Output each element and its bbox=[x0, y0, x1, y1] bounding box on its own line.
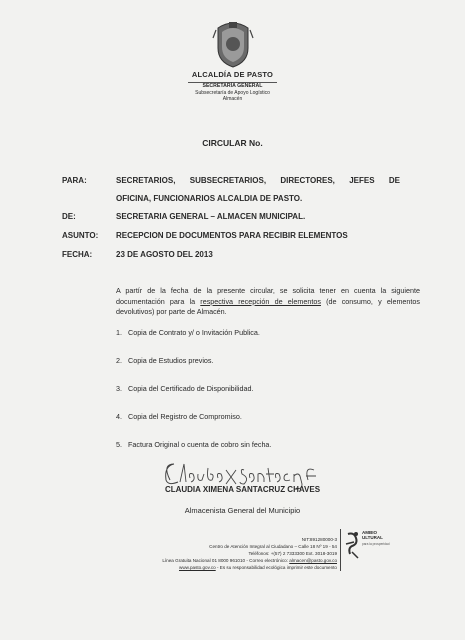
list-item-text: Copia de Estudios previos. bbox=[128, 356, 214, 365]
list-item-text: Copia del Registro de Compromiso. bbox=[128, 412, 242, 421]
field-label-fecha: FECHA: bbox=[62, 250, 93, 259]
field-value-fecha: 23 DE AGOSTO DEL 2013 bbox=[116, 250, 213, 259]
list-item-number: 4. bbox=[116, 412, 122, 421]
footer-address: Centro de Atención Integral al Ciudadano – Calle 18 Nº 19 - 54 bbox=[209, 544, 337, 549]
dependencia-name: Almacén bbox=[222, 96, 243, 102]
subsecretaria-name: Subsecretaría de Apoyo Logístico bbox=[195, 90, 270, 96]
field-label-de: DE: bbox=[62, 212, 76, 221]
list-item-number: 2. bbox=[116, 356, 122, 365]
list-item-text: Factura Original o cuenta de cobro sin fecha. bbox=[128, 440, 272, 449]
list-item bbox=[116, 412, 242, 421]
footer-web-line bbox=[179, 565, 337, 571]
intro-text-2: (de consumo, y elementos devolutivos) por parte de Almacén. bbox=[116, 296, 421, 316]
list-item-text: Copia del Certificado de Disponibilidad. bbox=[128, 384, 254, 393]
circular-title: CIRCULAR No. bbox=[202, 138, 263, 148]
list-item-number: 1. bbox=[116, 328, 122, 337]
list-item bbox=[116, 384, 253, 393]
cambio-cultural-logo-icon bbox=[344, 530, 362, 560]
signer-role: Almacenista General del Municipio bbox=[184, 506, 301, 515]
org-name: ALCALDÍA DE PASTO bbox=[191, 70, 274, 79]
field-value-para-line1: SECRETARIOS, SUBSECRETARIOS, DIRECTORES, JEFES DE bbox=[116, 176, 400, 185]
footer-hotline: Línea Gratuita Nacional 01 8000 961010 - Correo electrónico: bbox=[162, 558, 290, 563]
list-item bbox=[116, 440, 271, 449]
footer-eco-note: - Es su responsabilidad ecológica imprimir este documento bbox=[215, 565, 337, 570]
badge-text bbox=[362, 530, 383, 540]
footer-contact-line bbox=[162, 558, 337, 564]
badge-line2: ULTURAL bbox=[362, 535, 383, 540]
coat-of-arms-icon bbox=[212, 18, 254, 68]
list-item-number: 3. bbox=[116, 384, 122, 393]
badge-line1: AMBIO bbox=[362, 530, 377, 535]
field-value-de: SECRETARIA GENERAL – ALMACEN MUNICIPAL. bbox=[116, 212, 306, 221]
intro-paragraph bbox=[116, 286, 420, 318]
footer-divider bbox=[340, 529, 341, 571]
footer-nit: NIT:891280000-3 bbox=[301, 537, 337, 542]
footer-email-link[interactable]: almacen@pasto.gov.co bbox=[289, 558, 337, 563]
signer-name: CLAUDIA XIMENA SANTACRUZ CHAVES bbox=[164, 485, 321, 494]
list-item-text: Copia de Contrato y/ o Invitación Publica. bbox=[128, 328, 260, 337]
footer-web-link[interactable]: www.pasto.gov.co bbox=[179, 565, 216, 570]
list-item bbox=[116, 356, 214, 365]
field-label-para: PARA: bbox=[62, 176, 87, 185]
badge-subtitle: para la prosperidad bbox=[362, 542, 390, 546]
list-item-number: 5. bbox=[116, 440, 122, 449]
intro-text-underlined: respectiva recepción de elementos bbox=[200, 296, 321, 306]
field-value-asunto: RECEPCION DE DOCUMENTOS PARA RECIBIR ELEMENTOS bbox=[116, 231, 348, 240]
intro-text-1: A partír de la fecha de la presente circular, se solicita tener en cuenta la siguiente documentación para la bbox=[116, 286, 420, 306]
secretaria-name: SECRETARÍA GENERAL bbox=[202, 83, 263, 89]
list-item bbox=[116, 328, 260, 337]
field-value-para-line2: OFICINA, FUNCIONARIOS ALCALDIA DE PASTO. bbox=[116, 194, 303, 203]
field-label-asunto: ASUNTO: bbox=[62, 231, 99, 240]
footer-phones: Teléfonos: +(57) 2 7333300 Ext. 3018-3019 bbox=[248, 551, 337, 556]
